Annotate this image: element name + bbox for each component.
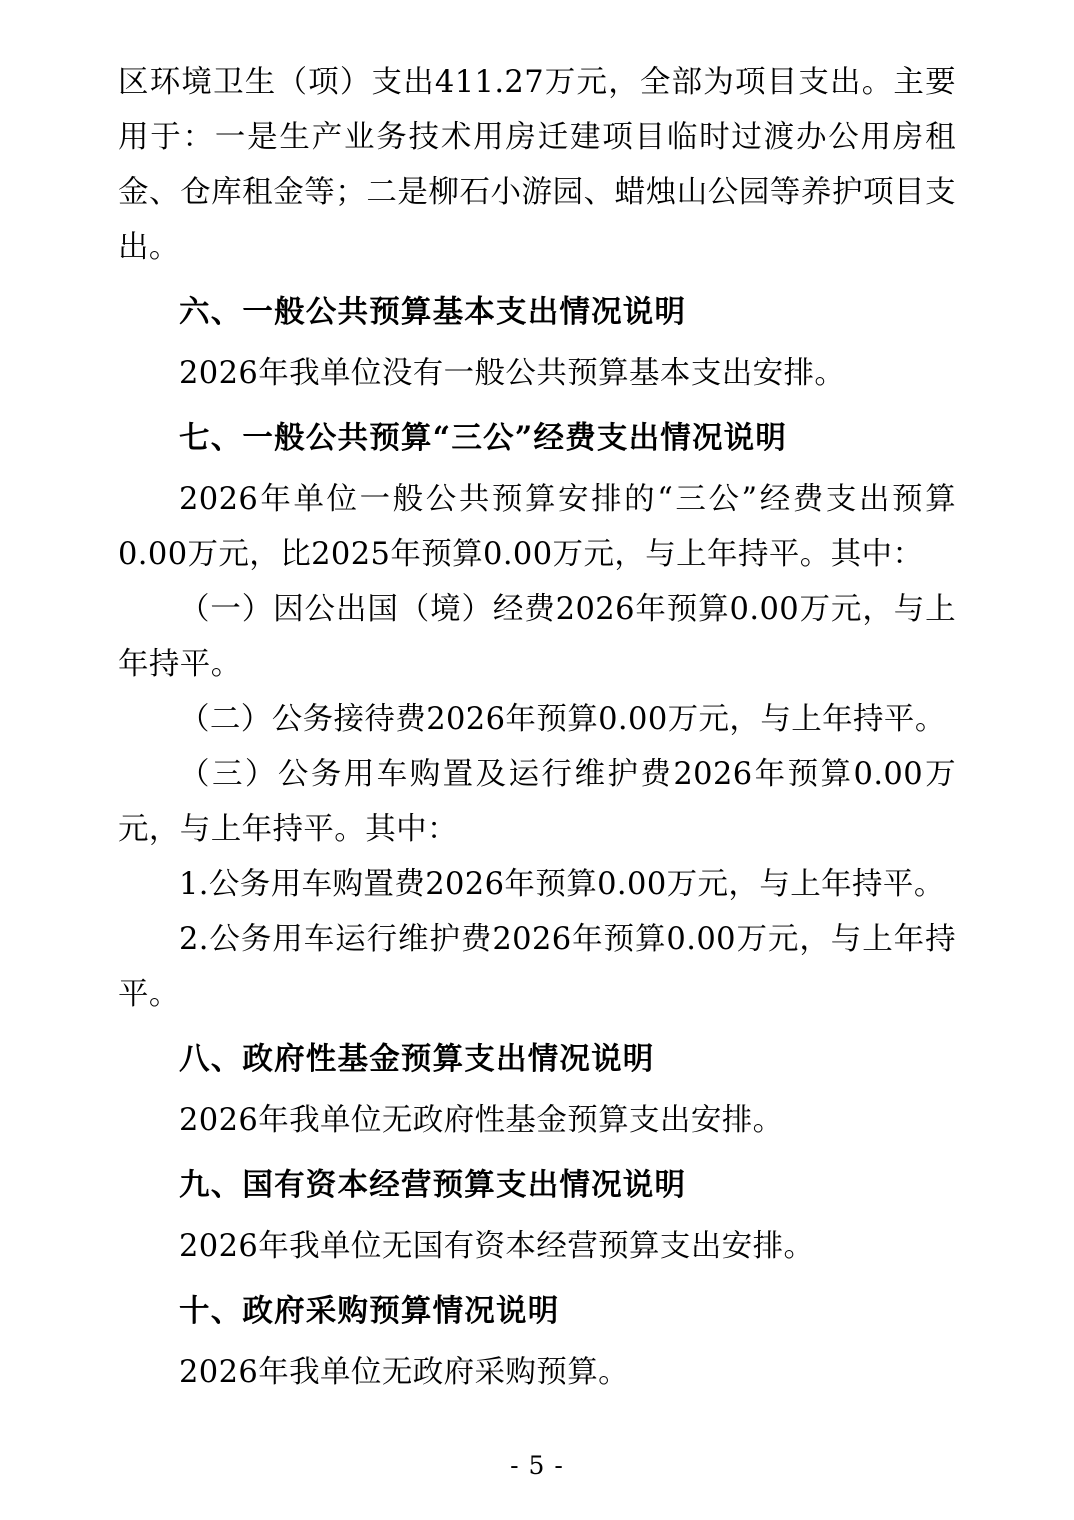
section-heading-ten: 十、政府采购预算情况说明: [179, 1293, 560, 1329]
paragraph-seven-4: （三）公务用车购置及运行维护费2026年预算0.00万元，与上年持平。其中：: [118, 757, 956, 847]
section-heading-seven: 七、一般公共预算“三公”经费支出情况说明: [179, 420, 788, 456]
spacer: [118, 275, 956, 285]
paragraph-ten-1: 2026年我单位无政府采购预算。: [179, 1355, 630, 1390]
page-number: - 5 -: [510, 1451, 564, 1480]
section-heading-eight: 八、政府性基金预算支出情况说明: [179, 1041, 655, 1077]
spacer: [118, 1148, 956, 1158]
paragraph-seven-5: 1.公务用车购置费2026年预算0.00万元，与上年持平。: [179, 867, 945, 902]
paragraph-eight-1: 2026年我单位无政府性基金预算支出安排。: [179, 1103, 784, 1138]
spacer: [118, 1022, 956, 1032]
spacer: [118, 401, 956, 411]
paragraph-seven-3: （二）公务接待费2026年预算0.00万元，与上年持平。: [179, 702, 946, 737]
paragraph-six-1: 2026年我单位没有一般公共预算基本支出安排。: [179, 356, 846, 391]
section-heading-nine: 九、国有资本经营预算支出情况说明: [179, 1167, 687, 1203]
paragraph-seven-6: 2.公务用车运行维护费2026年预算0.00万元，与上年持平。: [118, 922, 956, 1012]
paragraph-nine-1: 2026年我单位无国有资本经营预算支出安排。: [179, 1229, 815, 1264]
paragraph-seven-1: 2026年单位一般公共预算安排的“三公”经费支出预算0.00万元，比2025年预算0.00万元，与上年持平。其中：: [118, 482, 956, 572]
paragraph-seven-2: （一）因公出国（境）经费2026年预算0.00万元，与上年持平。: [118, 592, 956, 682]
paragraph-intro: 区环境卫生（项）支出411.27万元，全部为项目支出。主要用于：一是生产业务技术用房迁建项目临时过渡办公用房租金、仓库租金等；二是柳石小游园、蜡烛山公园等养护项目支出。: [118, 65, 956, 265]
spacer: [118, 1274, 956, 1284]
section-heading-six: 六、一般公共预算基本支出情况说明: [179, 294, 687, 330]
